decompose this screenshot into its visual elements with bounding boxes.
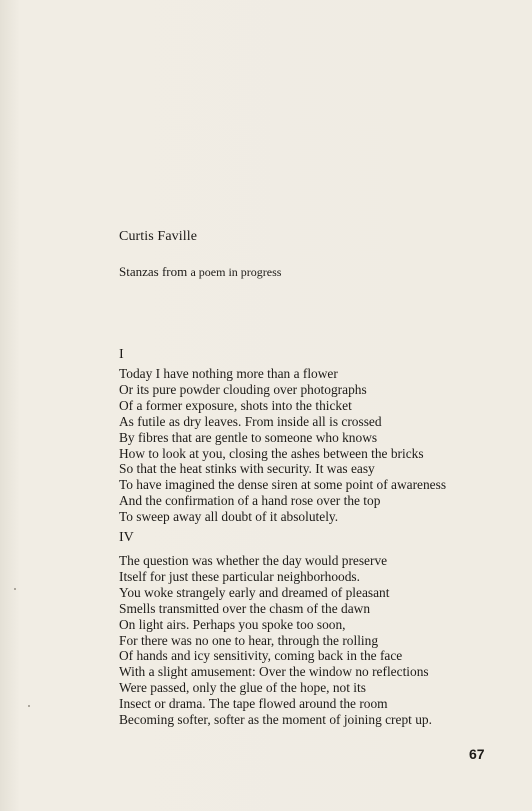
subtitle-lead: Stanzas from	[119, 264, 191, 279]
poem-line: Of a former exposure, shots into the thicket	[119, 397, 352, 413]
poem-subtitle	[119, 264, 281, 280]
poem-line: So that the heat stinks with security. It was easy	[119, 461, 375, 477]
page-number: 67	[469, 746, 485, 762]
poem-line: Were passed, only the glue of the hope, not its	[119, 680, 366, 696]
poem-line: Of hands and icy sensitivity, coming back in the face	[119, 648, 403, 664]
poem-line: How to look at you, closing the ashes between the bricks	[119, 445, 424, 461]
poem-line: Today I have nothing more than a flower	[119, 366, 338, 381]
poem-line: And the confirmation of a hand rose over the top	[119, 493, 381, 509]
poem-line: For there was no one to hear, through the rolling	[119, 632, 379, 648]
poem-line: Becoming softer, softer as the moment of joining crept up.	[119, 712, 432, 728]
poem-line: Or its pure powder clouding over photographs	[119, 381, 367, 397]
poem-line: To have imagined the dense siren at some point of awareness	[119, 477, 447, 493]
author-name: Curtis Faville	[119, 229, 198, 244]
poem-line: By fibres that are gentle to someone who knows	[119, 429, 378, 445]
poem-line: On light airs. Perhaps you spoke too soon,	[119, 616, 346, 632]
poem-line: You woke strangely early and dreamed of pleasant	[119, 584, 390, 600]
paper-speck	[28, 705, 30, 707]
poem-line: With a slight amusement: Over the window no reflections	[119, 664, 429, 680]
poem-line: Smells transmitted over the chasm of the dawn	[119, 600, 371, 616]
poem-line: As futile as dry leaves. From inside all is crossed	[119, 413, 382, 429]
paper-speck	[14, 588, 16, 590]
stanza-i	[119, 366, 446, 525]
section-number-iv: IV	[119, 530, 134, 545]
poem-line: Itself for just these particular neighborhoods.	[119, 568, 360, 584]
stanza-iv	[119, 553, 432, 728]
subtitle-rest: a poem in progress	[190, 265, 282, 279]
poem-line: To sweep away all doubt of it absolutely.	[119, 509, 339, 525]
poem-line: Insect or drama. The tape flowed around the room	[119, 696, 388, 712]
poem-line: The question was whether the day would preserve	[119, 553, 388, 568]
section-number-i: I	[119, 347, 124, 362]
